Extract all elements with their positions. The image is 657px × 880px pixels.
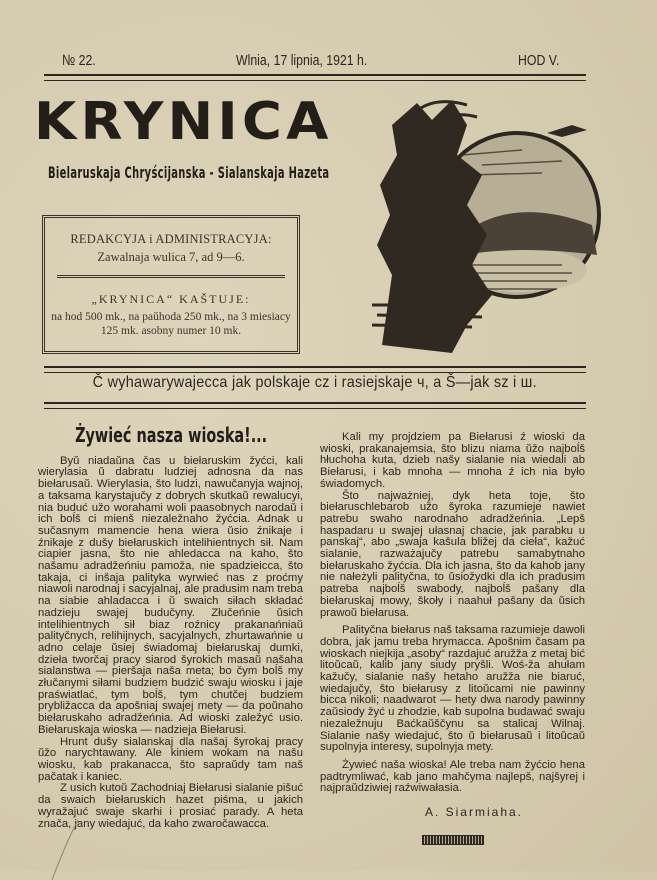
landscape-engraving-icon bbox=[372, 95, 622, 355]
article-paragraph: Palityčna biełarus naš taksama razumieje dawoli dobra, jak jamu treba hrymacca. Apošnim časam pa wioskach niejkija „asoby“ razdajuć aružža z metaj bić litoŭcaŭ, kalib jany siudy pryšli. Woś-ža ahułam kažučy, sialanie našy hetaho aružža nie biaruć, wiedajučy, što biełarusy z litoŭcami nie pawinny biccа nikoli; naadwarot — hety dwa narody pawinny zaŭsiody žyć u zhodzie, kab supolna budawać swaju niezaležnuju Baćkaŭščynu sa stalicaj Wilnaj. Sialanie našy wiedajuć, što ŭ biełarusaŭ i litoŭcaŭ supolnyja interesy, supolnyja mety. bbox=[320, 624, 585, 754]
newspaper-title: KRYNICA bbox=[34, 92, 333, 152]
paper-crease-mark bbox=[50, 820, 80, 880]
price-line-2: 125 mk. asobny numer 10 mk. bbox=[100, 325, 242, 337]
editorial-address: Zawalnaja wulica 7, ad 9—6. bbox=[97, 250, 245, 264]
article-paragraph: Byŭ niadaŭna čas u biełaruskim žyćci, kali wierylasia ŭ dabratu ludziej adnosna da nas biełarusaŭ. Wierylasia, što ludzi, nawučanyja wajnoj, a taksama karystajučy z dobrych skutkaŭ rewalucyi, nia buduć užo worahami woli paasobnych narodaŭ i ich boĺš ci mienš niezaležnaho žyćcia. Adnak u sučasnym mamencie hena wiera ŭsio źnikaje i źnikaje z dušy biełaruskich intelihientnych sił. Nam ciapier jasna, što nie ahledacca na kaho, što našamu adradžeńniu pamoža, nie spadzieicca, što takaja, ci inšaja palityka wyrwieć nas z proćmy niawoli narodnaj i sacyjalnaj, ale pradusim nam treba na siabie ahladacca i ŭ swaich siłach składać nadzieju swajej budučyny. Złučeńnie ŭsich intelihientnych sił biaz roźnicy prakanańniaŭ palityčnych, relihijnych, sacyjalnych, zhurtawańnie u adno celaje ŭsiej świadomaj biełaruskaj dumki, dzieła tworčaj pracy siarod šyrokich masaŭ našaha sialanstwa — pieršaja naša meta; bo čym boĺš my złučanymi siłami budziem budzić swaju wiosku i jaje praświatlać, tym boĺš, tym chutčej budziem prybližacca da apošniaj swajej mety — da poŭnaho biełaruskaho adradžeńnia. Ad wioski zaležyć usio. Biełaruskaja wioska — nadzieja Biełarusi. bbox=[38, 454, 303, 736]
article-paragraph: Z usich kutoŭ Zachodniaj Biełarusi sialanie pišuć da swaich biełaruskich hazet piśma, u jakich wyražajuć swaje skarhi i prosiać parady. A heta značа, jany wiedajuć, da kaho zwaročawacca. bbox=[38, 782, 304, 830]
article-right-column bbox=[320, 432, 585, 845]
banner-top-rule bbox=[44, 366, 586, 373]
pronunciation-note-text: Č wyhawarywajecca jak polskaje cz i rasiejskaje ч, a Š—jak sz i ш. bbox=[92, 374, 538, 391]
price-heading: „KRYNICA“ KAŠTUJE: bbox=[91, 292, 251, 306]
editorial-heading: REDAKCYJA i ADMINISTRACYJA: bbox=[70, 232, 272, 246]
pronunciation-note bbox=[44, 374, 586, 392]
article-paragraph: Żywieć naša wioska! Ale treba nam žyćcio hena padtrymliwać, kab jano mahčyma najlepš, najšyrej i najpraŭdziwiej raźwiwałasia. bbox=[320, 758, 585, 795]
masthead-info-line bbox=[44, 52, 586, 74]
article-headline: Żywieć nasza wioska!... bbox=[75, 423, 268, 447]
end-ornament-icon bbox=[422, 835, 484, 845]
publication-date: Wlnia, 17 lipnia, 1921 h. bbox=[236, 52, 368, 69]
masthead-rule bbox=[44, 74, 586, 81]
price-line-1: na hod 500 mk., na paŭhoda 250 mk., na 3 miesiacy bbox=[51, 311, 291, 323]
banner-bottom-rule bbox=[44, 402, 586, 409]
info-box-divider bbox=[57, 275, 285, 278]
article-paragraph: Što najważniej, dyk heta toje, što biełaruschlebarob užo šyroka razumieje nawiet patrebu swaho narodnaho adradžeńnia. „Lepš haspadaru u swajej ułasnaj chacie, jak parabku u panskaj“, abo „swaja kašula bližej da cieła“, kažuć sialanie, razważajučy patrebu samabytnaho biełaruskaho žyćcia. Dla ich jasna, što da kahob jany nie nałeżyli palityčna, to ŭsiožydki dla ich pradusim patreba najboĺš swabody, najboĺš pašany dla biełaruskaj mowy, škoły i naahuł pašany da ŭsich prawoŭ biełarusa. bbox=[320, 489, 585, 619]
article-paragraph: Hrunt dušy sialanskaj dla našaj šyrokaj pracy ŭžo narychtawany. Ale kiniem wokam na našu wiosku, kab prakanacca, što sapraŭdy tam naš pačatak i kaniec. bbox=[38, 735, 303, 783]
article-left-column bbox=[38, 420, 303, 830]
issue-number: № 22. bbox=[62, 52, 96, 69]
editorial-info-box bbox=[42, 215, 300, 354]
article-paragraph: Kali my projdziem pa Biełarusi ź wioski da wioski, prakanajemsia, što blizu niama ŭžo najboĺš hłuchoha kuta, dzieb našy sialanie nia wiedali ab Biełarusi, i kab mnoha — mnoha ź ich nia było świadomych. bbox=[320, 431, 585, 490]
volume-number: HOD V. bbox=[518, 52, 560, 69]
author-signature: A. Siarmiaha. bbox=[424, 805, 523, 820]
newspaper-subtitle: Bielaruskaja Chryścijanska - Sialanskaja Hazeta bbox=[48, 163, 330, 182]
